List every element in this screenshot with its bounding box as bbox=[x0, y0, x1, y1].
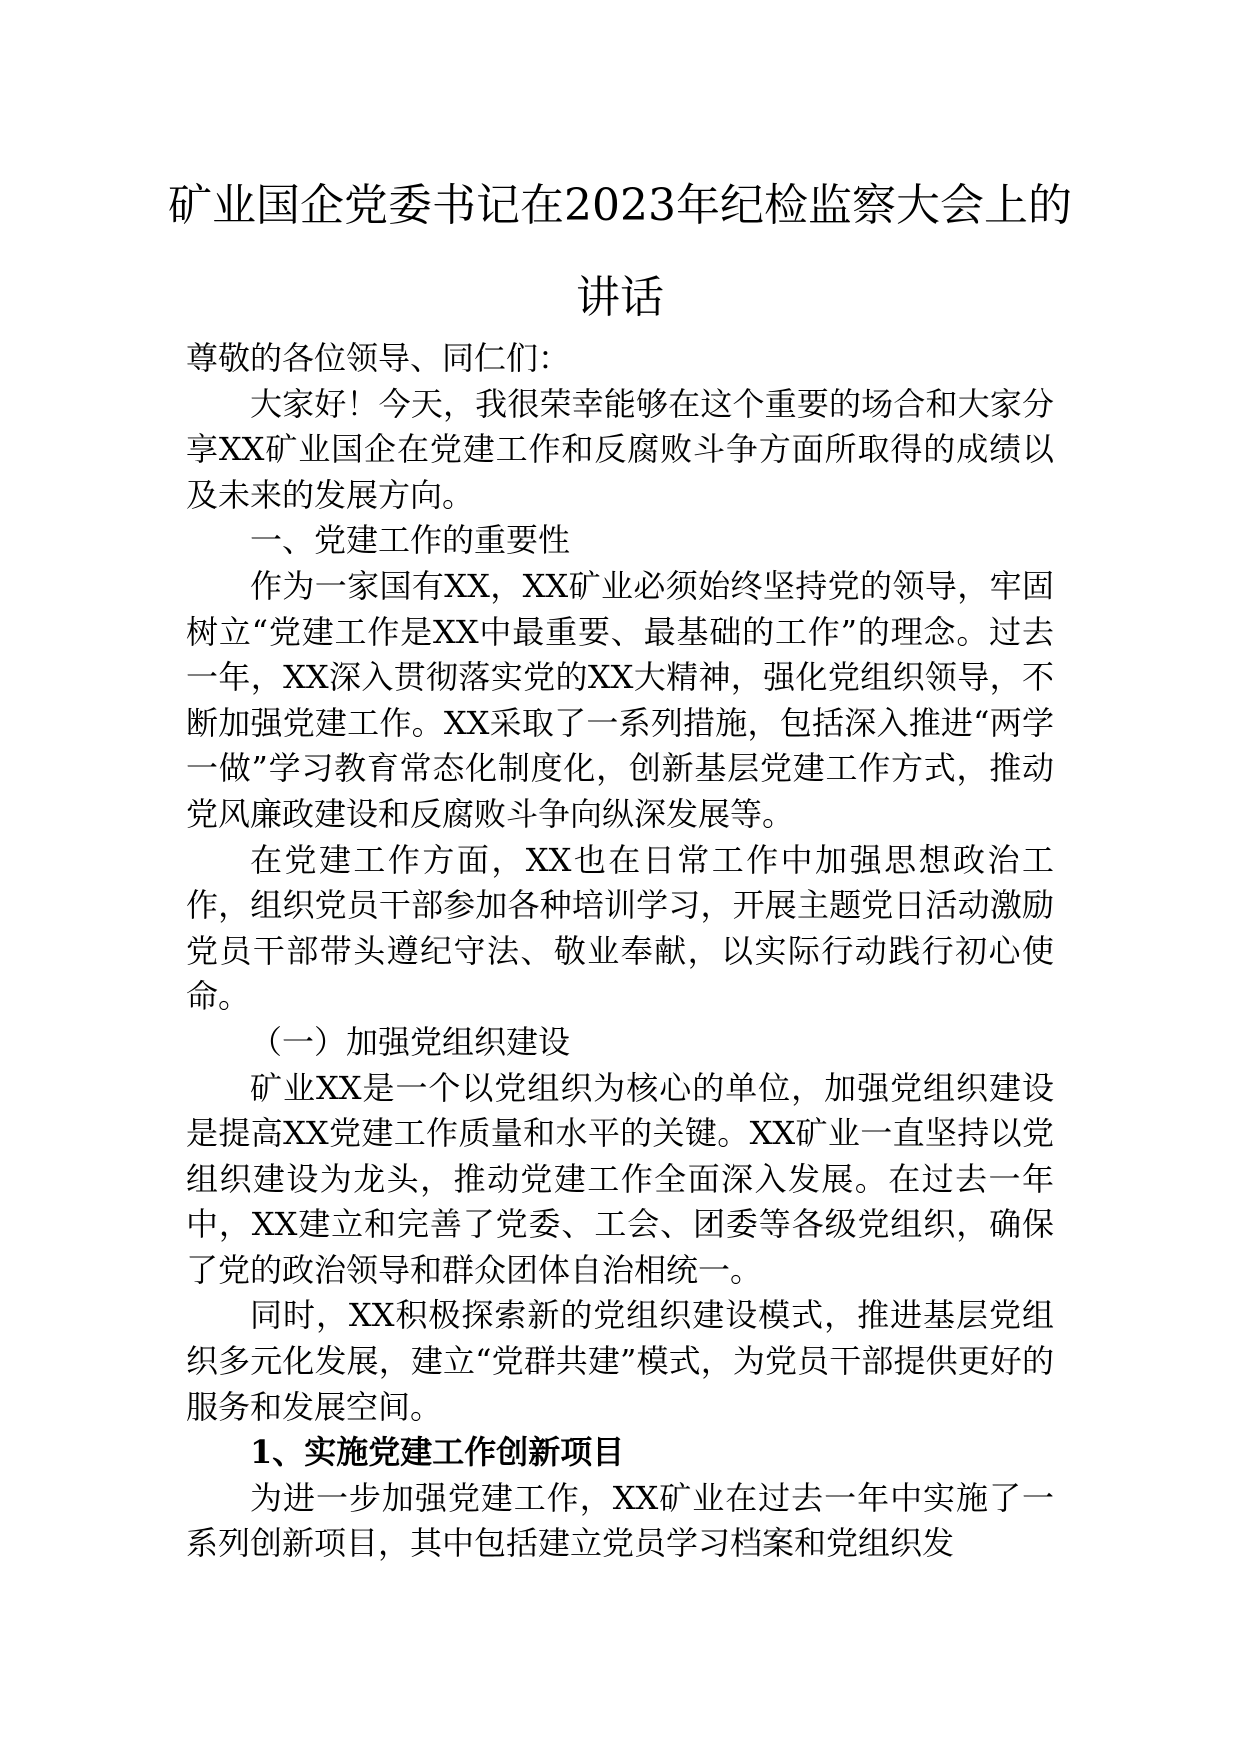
body-paragraph: 大家好！今天，我很荣幸能够在这个重要的场合和大家分享XX矿业国企在党建工作和反腐败斗争方面所取得的成绩以及未来的发展方向。 bbox=[186, 384, 1054, 514]
subsection-heading: （一）加强党组织建设 bbox=[250, 1022, 571, 1061]
document-body bbox=[186, 336, 1054, 1567]
item-heading: 1、实施党建工作创新项目 bbox=[250, 1433, 625, 1472]
section-heading: 一、党建工作的重要性 bbox=[250, 521, 571, 560]
document-title: 矿业国企党委书记在2023年纪检监察大会上的讲话 bbox=[168, 180, 1072, 323]
body-paragraph: 为进一步加强党建工作，XX矿业在过去一年中实施了一系列创新项目，其中包括建立党员学习档案和党组织发 bbox=[186, 1478, 1054, 1563]
body-paragraph: 在党建工作方面，XX也在日常工作中加强思想政治工作，组织党员干部参加各种培训学习，开展主题党日活动激励党员干部带头遵纪守法、敬业奉献，以实际行动践行初心使命。 bbox=[186, 840, 1054, 1016]
body-paragraph: 同时，XX积极探索新的党组织建设模式，推进基层党组织多元化发展，建立“党群共建”模式，为党员干部提供更好的服务和发展空间。 bbox=[186, 1296, 1054, 1426]
body-paragraph: 矿业XX是一个以党组织为核心的单位，加强党组织建设是提高XX党建工作质量和水平的关键。XX矿业一直坚持以党组织建设为龙头，推动党建工作全面深入发展。在过去一年中，XX建立和完善了党委、工会、团委等各级党组织，确保了党的政治领导和群众团体自治相统一。 bbox=[186, 1068, 1054, 1289]
salutation: 尊敬的各位领导、同仁们： bbox=[186, 339, 571, 377]
body-paragraph: 作为一家国有XX，XX矿业必须始终坚持党的领导，牢固树立“党建工作是XX中最重要、最基础的工作”的理念。过去一年，XX深入贯彻落实党的XX大精神，强化党组织领导，不断加强党建工作。XX采取了一系列措施，包括深入推进“两学一做”学习教育常态化制度化，创新基层党建工作方式，推动党风廉政建设和反腐败斗争向纵深发展等。 bbox=[186, 566, 1054, 833]
